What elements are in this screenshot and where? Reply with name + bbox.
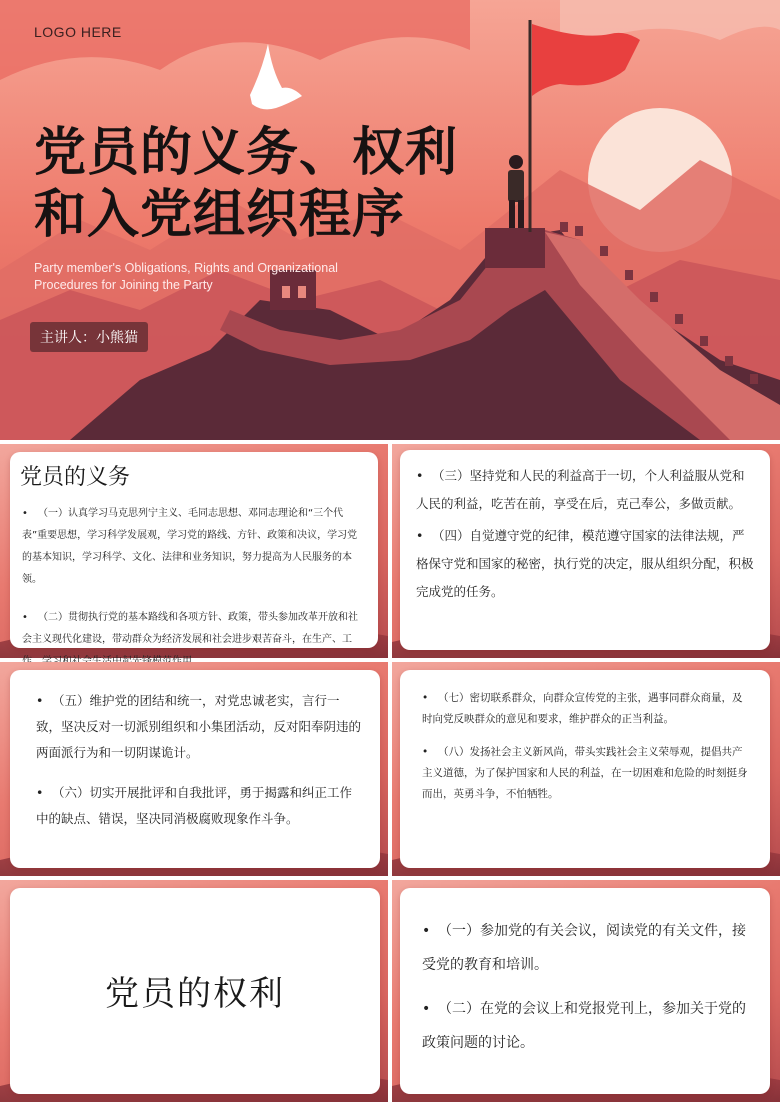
bullet-icon: • [22,508,28,519]
card-duties-5-6 [10,670,380,868]
right-item-1: • （一）参加党的有关会议，阅读党的有关文件，接受党的教育和培训。 [422,914,754,982]
cover-title-line1: 党员的义务、权利 [34,123,459,183]
duty-item-4: • （四）自觉遵守党的纪律，模范遵守国家的法律法规，严格保守党和国家的秘密，执行党的决定，服从组织分配，积极完成党的任务。 [416,522,756,606]
card-rights-title [10,888,380,1094]
cover-title-line2: 和入党组织程序 [34,185,406,245]
bullet-icon: • [22,612,28,623]
bullet-icon: • [416,468,424,483]
card-duties-7-8 [400,670,770,868]
slide-duties-7-8 [392,662,780,876]
duty-item-3: • （三）坚持党和人民的利益高于一切，个人利益服从党和人民的利益，吃苦在前，享受在后，克己奉公，多做贡献。 [416,462,756,518]
duty-item-2: • （二）贯彻执行党的基本路线和各项方针、政策，带头参加改革开放和社会主义现代化建设，带动群众为经济发展和社会进步艰苦奋斗，在生产、工 [22,607,366,673]
presenter-badge: 主讲人：小熊猫 [30,322,148,352]
section-title-duties: 党员的义务 [20,465,131,490]
bullet-icon: • [422,692,429,704]
card-duties-3-4 [400,450,770,650]
duty-item-5: • （五）维护党的团结和统一，对党忠诚老实，言行一致，坚决反对一切派别组织和小集团活动，反对阳奉阴违的两面派行为和一切阴谋诡计。 [36,688,362,766]
slide-duties-intro [0,444,388,658]
cover-title [34,122,458,246]
slide-rights-1-2 [392,880,780,1102]
bullet-icon: • [416,528,424,543]
duty-item-7: • （七）密切联系群众，向群众宣传党的主张，遇事同群众商量，及时向党反映群众的意见和要求，维护群众的正当利益。 [422,688,752,730]
right-item-2: • （二）在党的会议上和党报党刊上，参加关于党的政策问题的讨论。 [422,992,754,1060]
bullet-icon: • [36,785,44,800]
duty-item-1: • （一）认真学习马克思列宁主义、毛同志思想、邓同志理论和“三个代表”重要思想，学习科学发展观，学习党的路线、方针、政策和决议，学习党的基本知识，学习科学、文化、法律和业务知识，努力提高为人民服务的本领。 [22,503,366,591]
cover-subtitle: Party member's Obligations, Rights and Organizational Procedures for Joining the Party [34,261,338,292]
card-duties-intro [10,452,378,648]
section-title-rights: 党员的权利 [105,974,285,1014]
logo-placeholder: LOGO HERE [34,24,122,40]
bullet-icon: • [422,1001,431,1017]
bullet-icon: • [36,693,44,708]
card-rights-1-2 [400,888,770,1094]
slide-duties-3-4 [392,444,780,658]
duty-item-6: • （六）切实开展批评和自我批评，勇于揭露和纠正工作中的缺点、错误，坚决同消极腐败现象作斗争。 [36,780,362,832]
bullet-icon: • [422,923,431,939]
duty-item-8: • （八）发扬社会主义新风尚，带头实践社会主义荣辱观，提倡共产主义道德，为了保护国家和人民的利益，在一切困难和危险的时刻挺身而出，英勇斗争，不怕牺牲。 [422,742,752,805]
bullet-icon: • [422,746,429,758]
slide-duties-5-6 [0,662,388,876]
slide-rights-title [0,880,388,1102]
cover-slide [0,0,780,440]
